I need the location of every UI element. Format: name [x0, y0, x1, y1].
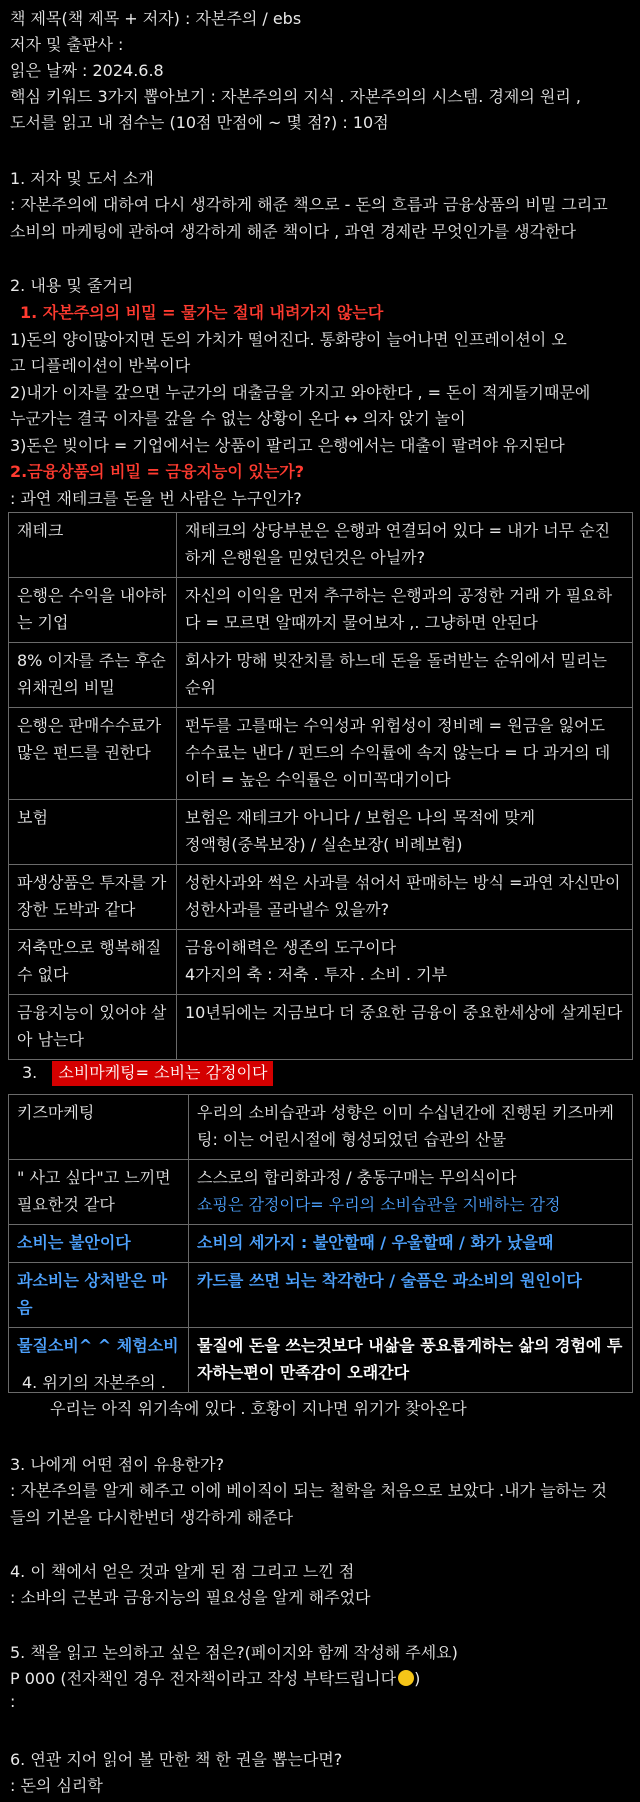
table-row: [9, 1160, 633, 1225]
cell-text: 물질에 돈을 쓰는것보다 내삶을 풍요롭게하는 삶의 경험에 투자하는편이 만족감이 오래간다: [197, 1336, 623, 1382]
section5-line1: [10, 1666, 420, 1689]
table-cell: [189, 1160, 633, 1225]
table-cell: [189, 1095, 633, 1160]
cell-text: 저축만으로 행복해질수 없다: [17, 938, 162, 984]
cell-text: 은행은 수익을 내야하는 기업: [17, 586, 167, 632]
section4-line1: : 소바의 근본과 금융지능의 필요성을 알게 해주었다: [10, 1588, 371, 1607]
table-cell: [9, 578, 177, 643]
table-cell: [9, 1095, 189, 1160]
point2-line1: 2)내가 이자를 갚으면 누군가의 대출금을 가지고 와야한다 , = 돈이 적게돌기때문에: [10, 383, 591, 402]
table-cell: [189, 1225, 633, 1263]
cell-text: 8% 이자를 주는 후순위채권의 비밀: [17, 651, 166, 697]
table-cell: [9, 513, 177, 578]
table-row: [9, 513, 633, 578]
consumer-marketing-heading: [22, 1060, 273, 1083]
cell-text: 카드를 쓰면 뇌는 착각한다 / 술픔은 과소비의 원인이다: [197, 1271, 582, 1290]
section1-heading: 1. 저자 및 도서 소개: [10, 169, 154, 188]
table-cell: [177, 995, 633, 1060]
cell-text: 펀두를 고를때는 수익성과 위험성이 정비례 = 원금을 잃어도 수수료는 낸다 / 펀드의 수익률에 속지 않는다 = 다 과거의 데이터 = 높은 수익률은 이미꼭대기이다: [185, 716, 611, 789]
read-date-line: 읽은 날짜 : 2024.6.8: [10, 61, 164, 80]
table-cell: [9, 995, 177, 1060]
cell-text: 우리의 소비습관과 성향은 이미 수십년간에 진행된 키즈마케팅: 이는 어린시절에 형성되었던 습관의 산물: [197, 1103, 614, 1149]
table-cell: [177, 513, 633, 578]
table-cell: [177, 708, 633, 800]
cell-text: 금융지능이 있어야 살아 남는다: [17, 1003, 167, 1049]
table-row: [9, 1095, 633, 1160]
cell-text: 보험: [17, 808, 48, 827]
table-row: [9, 578, 633, 643]
point2-line2: 누군가는 결국 이자를 갚을 수 없는 상황이 온다 ↔ 의자 앉기 놀이: [10, 409, 466, 428]
section5-heading: 5. 책을 읽고 논의하고 싶은 점은?(페이지와 함께 작성해 주세요): [10, 1643, 458, 1662]
cell-text: 과소비는 상처받은 마음: [17, 1271, 168, 1317]
cell-text: 스스로의 합리화과정 / 충동구매는 무의식이다: [197, 1168, 517, 1187]
section4-heading: 4. 이 책에서 얻은 것과 알게 된 점 그리고 느낀 점: [10, 1562, 355, 1581]
table-row: [9, 1263, 633, 1328]
keywords-line: 핵심 키워드 3가지 뽑아보기 : 자본주의의 지식 . 자본주의의 시스템. 경제의 원리 ,: [10, 87, 581, 106]
table-cell: [9, 1263, 189, 1328]
table-cell: [189, 1263, 633, 1328]
table-cell: [9, 1225, 189, 1263]
section1-line1: : 자본주의에 대하여 다시 생각하게 해준 책으로 - 돈의 흐름과 금융상품의 비밀 그리고: [10, 195, 608, 214]
marketing-table: [8, 1094, 633, 1393]
smiley-icon: [398, 1670, 414, 1686]
table-row: [9, 708, 633, 800]
cell-text: 재테크: [17, 521, 64, 540]
table-cell: [9, 800, 177, 865]
cell-text: 물질소비^ ^ 체험소비: [17, 1336, 179, 1355]
cell-text: 키즈마케팅: [17, 1103, 95, 1122]
table-row: [9, 1225, 633, 1263]
table-row: [9, 995, 633, 1060]
book-title-line: 책 제목(책 제목 + 저자) : 자본주의 / ebs: [10, 9, 302, 28]
crisis-line: 우리는 아직 위기속에 있다 . 호황이 지나면 위기가 찾아온다: [50, 1399, 467, 1418]
table-row: [9, 800, 633, 865]
table-cell: [9, 930, 177, 995]
table-cell: [177, 930, 633, 995]
point3-line: 3)돈은 빚이다 = 기업에서는 상품이 팔리고 은행에서는 대출이 팔려야 유지된다: [10, 436, 565, 455]
section1-line2: 소비의 마케팅에 관하여 생각하게 해준 책이다 , 과연 경제란 무엇인가를 생각한다: [10, 222, 576, 241]
cell-text: 10년뒤에는 지금보다 더 중요한 금융이 중요한세상에 살게된다: [185, 1003, 623, 1022]
consumer-marketing-label: 소비마케팅= 소비는 감정이다: [52, 1061, 273, 1086]
cell-text: 성한사과와 썩은 사과를 섞어서 판매하는 방식 =과연 자신만이 성한사과를 골라낼수 있을까?: [185, 873, 621, 919]
cell-text: " 사고 싶다"고 느끼면 필요한것 같다: [17, 1168, 171, 1214]
section3-heading: 3. 나에게 어떤 점이 유용한가?: [10, 1455, 225, 1474]
cell-text: 자신의 이익을 먼저 추구하는 은행과의 공정한 거래 가 필요하다 = 모르면 알때까지 물어보자 ,. 그냥하면 안된다: [185, 586, 613, 632]
capitalism-secret-heading: 1. 자본주의의 비밀 = 물가는 절대 내려가지 않는다: [20, 303, 384, 322]
table-cell: [177, 578, 633, 643]
table-cell: [9, 865, 177, 930]
cell-text: 파생상품은 투자를 가장한 도박과 같다: [17, 873, 167, 919]
section6-heading: 6. 연관 지어 읽어 볼 만한 책 한 권을 뽑는다면?: [10, 1750, 343, 1769]
cell-text: 금융이해력은 생존의 도구이다 4가지의 축 : 저축 . 투자 . 소비 . 기부: [185, 938, 448, 984]
cell-text: 소비의 세가지 : 불안할때 / 우울할때 / 화가 났을때: [197, 1233, 554, 1252]
score-line: 도서를 읽고 내 점수는 (10점 만점에 ~ 몇 점?) : 10점: [10, 113, 389, 132]
table-row: [9, 865, 633, 930]
cell-text-highlight: 쇼핑은 감정이다= 우리의 소비습관을 지배하는 감정: [197, 1195, 561, 1214]
section5-line2: :: [10, 1692, 16, 1711]
table-cell: [177, 643, 633, 708]
finance-table: [8, 512, 633, 1060]
table-row: [9, 930, 633, 995]
page-note-end: ): [414, 1669, 421, 1688]
cell-text: 은행은 판매수수료가 많은 펀드를 권한다: [17, 716, 162, 762]
section3-line1: : 자본주의를 알게 헤주고 이에 베이직이 되는 철학을 처음으로 보았다 .내가 늘하는 것: [10, 1481, 608, 1500]
cell-text: 재테크의 상당부분은 은행과 연결되어 있다 = 내가 너무 순진하게 은행원을 믿었던것은 아닐까?: [185, 521, 611, 567]
point1-line2: 고 디플레이션이 반복이다: [10, 356, 191, 375]
financial-secret-heading: 2.금융상품의 비밀 = 금융지능이 있는가?: [10, 462, 305, 481]
crisis-heading: 4. 위기의 자본주의 .: [22, 1373, 166, 1392]
table-cell: [189, 1328, 633, 1393]
publisher-line: 저자 및 출판사 :: [10, 35, 124, 54]
table-cell: [177, 865, 633, 930]
table-cell: [9, 708, 177, 800]
page-note-text: P 000 (전자책인 경우 전자책이라고 작성 부탁드립니다: [10, 1669, 397, 1688]
section6-line1: : 돈의 심리학: [10, 1776, 103, 1795]
table-cell: [177, 800, 633, 865]
point1-line1: 1)돈의 양이많아지면 돈의 가치가 떨어진다. 통화량이 늘어나면 인프레이션이 오: [10, 330, 567, 349]
heading-number: 3.: [22, 1063, 38, 1082]
cell-text: 회사가 망해 빚잔치를 하느데 돈을 돌려받는 순위에서 밀리는 순위: [185, 651, 608, 697]
cell-text: 소비는 불안이다: [17, 1233, 131, 1252]
section2-heading: 2. 내용 및 줄거리: [10, 276, 134, 295]
table-cell: [9, 643, 177, 708]
section3-line2: 들의 기본을 다시한번더 생각하게 해준다: [10, 1508, 294, 1527]
cell-text: 보험은 재테크가 아니다 / 보험은 나의 목적에 맞게 정액형(중복보장) / 실손보장( 비례보험): [185, 808, 536, 854]
table-cell: [9, 1160, 189, 1225]
question-line: : 과연 재테크를 돈을 번 사람은 누구인가?: [10, 489, 302, 508]
table-row: [9, 643, 633, 708]
